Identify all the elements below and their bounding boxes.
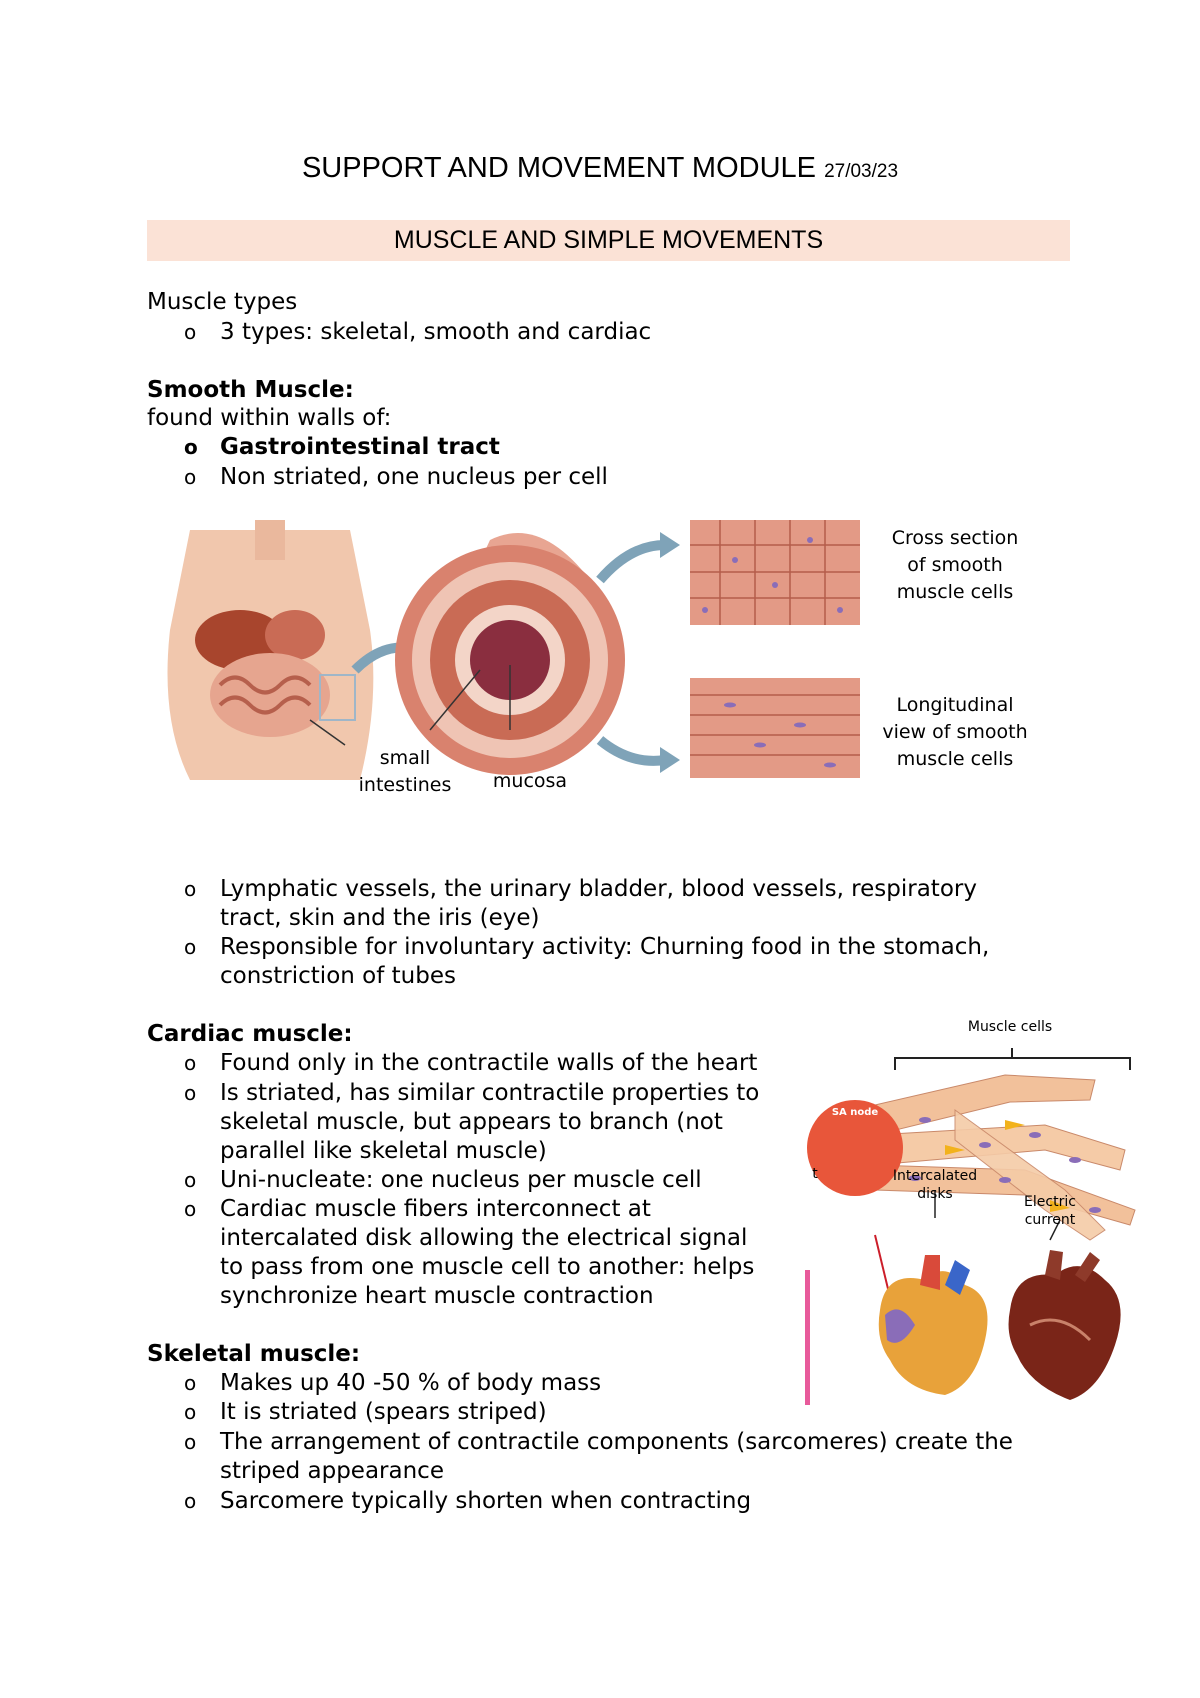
- bullet-glyph: o: [184, 465, 197, 489]
- smooth-muscle-cross-section: [690, 520, 860, 625]
- label-long-3: muscle cells: [896, 748, 1014, 770]
- cardiac-item-walls: Found only in the contractile walls of the heart: [220, 1050, 758, 1076]
- arrow-head-icon: [660, 532, 680, 558]
- smooth-item-lymphatic-2: tract, skin and the iris (eye): [220, 905, 540, 931]
- smooth-heading: Smooth Muscle:: [147, 377, 354, 403]
- bullet-glyph: o: [184, 1168, 197, 1192]
- label-cross-2: of smooth: [907, 554, 1003, 576]
- skeletal-heading: Skeletal muscle:: [147, 1341, 361, 1367]
- bullet-glyph: o: [184, 1051, 197, 1075]
- cardiac-item-disk-2: intercalated disk allowing the electrical signal: [220, 1225, 748, 1251]
- heart-illustration: [879, 1255, 988, 1395]
- side-bar: [805, 1270, 810, 1405]
- arrow-icon: [600, 740, 665, 761]
- label-intercalated-1: Intercalated: [892, 1168, 978, 1184]
- bracket: [895, 1048, 1130, 1070]
- label-long-1: Longitudinal: [896, 694, 1014, 716]
- skeletal-item-sarcomere: Sarcomere typically shorten when contracting: [220, 1488, 752, 1514]
- muscle-types-item: 3 types: skeletal, smooth and cardiac: [220, 319, 652, 345]
- muscle-types-heading: Muscle types: [147, 289, 298, 315]
- label-long-2: view of smooth: [882, 721, 1028, 743]
- label-intercalated-2: disks: [917, 1186, 953, 1202]
- arrow-icon: [600, 545, 665, 580]
- cardiac-item-disk-1: Cardiac muscle fibers interconnect at: [220, 1196, 651, 1222]
- label-small: small: [379, 747, 431, 769]
- label-cross-1: Cross section: [891, 527, 1019, 549]
- bullet-glyph: o: [184, 1371, 197, 1395]
- skeletal-item-striated: It is striated (spears striped): [220, 1399, 547, 1425]
- label-cut-letter: t: [812, 1166, 818, 1182]
- bullet-glyph: o: [184, 1430, 197, 1454]
- arrow-head-icon: [660, 747, 680, 773]
- smooth-item-nonstriated: Non striated, one nucleus per cell: [220, 464, 608, 490]
- smooth-item-involuntary-1: Responsible for involuntary activity: Churning food in the stomach,: [220, 934, 990, 960]
- cardiac-item-disk-4: synchronize heart muscle contraction: [220, 1283, 654, 1309]
- smooth-item-lymphatic-1: Lymphatic vessels, the urinary bladder, blood vessels, respiratory: [220, 876, 977, 902]
- cardiac-item-striated-1: Is striated, has similar contractile properties to: [220, 1080, 760, 1106]
- intestine-cross-section: [395, 533, 625, 775]
- page-title: [0, 152, 1200, 185]
- cardiac-item-striated-2: skeletal muscle, but appears to branch (not: [220, 1109, 723, 1135]
- title-date: 27/03/23: [824, 161, 899, 182]
- smooth-intro: found within walls of:: [147, 405, 392, 431]
- torso-illustration: [168, 520, 374, 780]
- cardiac-item-striated-3: parallel like skeletal muscle): [220, 1138, 547, 1164]
- bullet-glyph: o: [184, 320, 197, 344]
- real-heart-image: [1009, 1250, 1121, 1400]
- section-banner: MUSCLE AND SIMPLE MOVEMENTS: [147, 220, 1070, 261]
- skeletal-item-mass: Makes up 40 -50 % of body mass: [220, 1370, 602, 1396]
- title-text: SUPPORT AND MOVEMENT MODULE: [301, 152, 816, 184]
- label-sa-node: SA node: [831, 1107, 879, 1118]
- label-electric-1: Electric: [1024, 1194, 1076, 1210]
- bullet-glyph: o: [184, 877, 197, 901]
- skeletal-item-arrangement-2: striped appearance: [220, 1458, 444, 1484]
- bullet-glyph: o: [184, 435, 198, 459]
- cardiac-item-disk-3: to pass from one muscle cell to another: helps: [220, 1254, 755, 1280]
- label-intestines: intestines: [358, 774, 452, 796]
- label-cross-3: muscle cells: [896, 581, 1014, 603]
- label-electric-2: current: [1024, 1212, 1076, 1228]
- skeletal-item-arrangement-1: The arrangement of contractile components (sarcomeres) create the: [220, 1429, 1013, 1455]
- label-mucosa: mucosa: [492, 770, 568, 792]
- bullet-glyph: o: [184, 1197, 197, 1221]
- smooth-item-involuntary-2: constriction of tubes: [220, 963, 456, 989]
- smooth-muscle-longitudinal: [690, 678, 860, 778]
- label-muscle-cells: Muscle cells: [967, 1019, 1053, 1035]
- cardiac-heading: Cardiac muscle:: [147, 1021, 353, 1047]
- bullet-glyph: o: [184, 1489, 197, 1513]
- bullet-glyph: o: [184, 1400, 197, 1424]
- bullet-glyph: o: [184, 935, 197, 959]
- cardiac-item-uninucleate: Uni-nucleate: one nucleus per muscle cell: [220, 1167, 702, 1193]
- smooth-item-gi: Gastrointestinal tract: [220, 434, 500, 460]
- bullet-glyph: o: [184, 1081, 197, 1105]
